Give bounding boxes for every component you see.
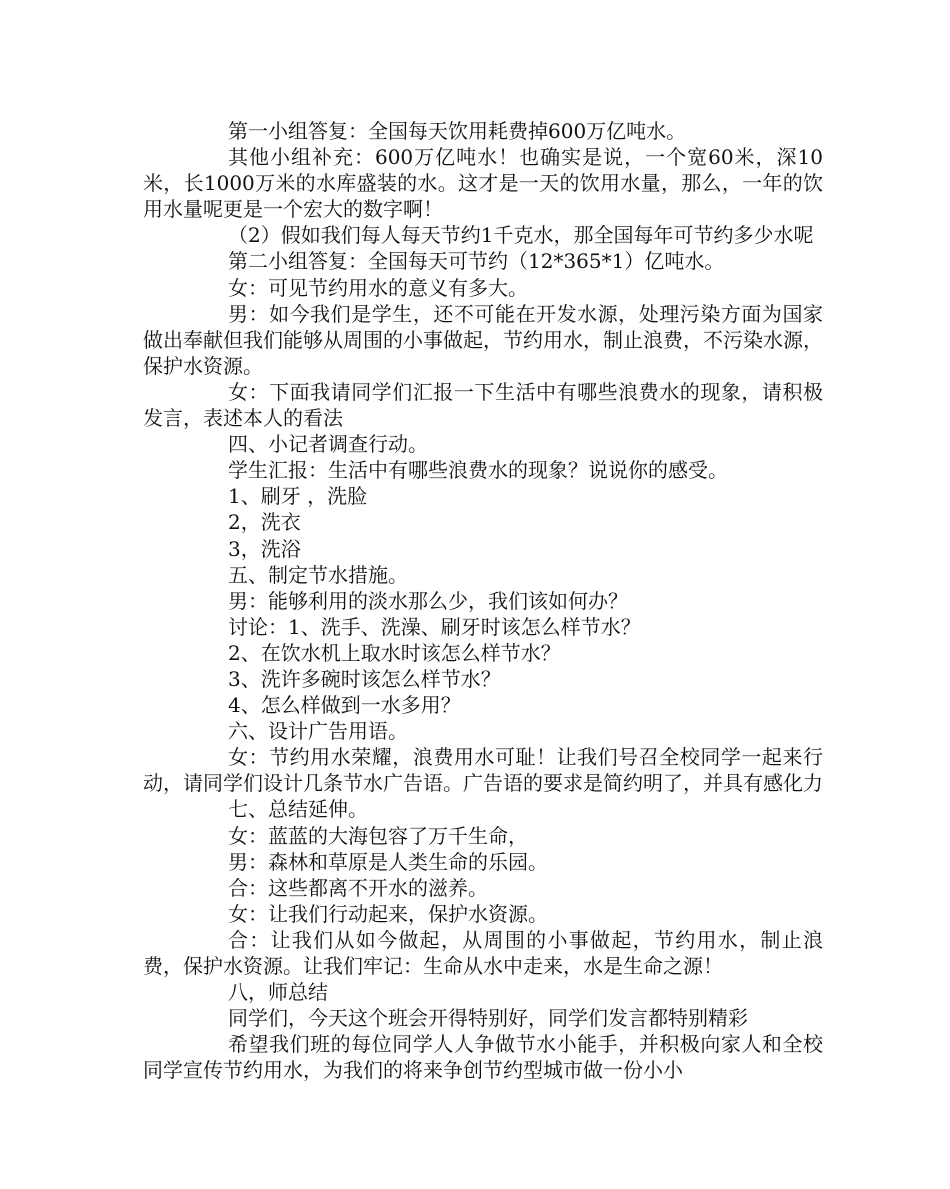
document-body — [143, 118, 823, 1083]
section-heading: 六、设计广告用语。 — [228, 719, 408, 744]
paragraph: 男：森林和草原是人类生命的乐园。 — [228, 849, 548, 874]
list-item: 1、刷牙 ，洗脸 — [228, 484, 368, 509]
list-item: 4、怎么样做到一水多用？ — [228, 693, 461, 718]
list-item: 3，洗浴 — [228, 536, 301, 561]
paragraph: 学生汇报：生活中有哪些浪费水的现象？说说你的感受。 — [228, 458, 728, 483]
paragraph: 女：让我们行动起来，保护水资源。 — [228, 901, 548, 926]
paragraph: 女：节约用水荣耀，浪费用水可耻！让我们号召全校同学一起来行动，请同学们设计几条节水广告语。广告语的要求是简约明了，并具有感化力 — [143, 745, 823, 796]
paragraph: 希望我们班的每位同学人人争做节水小能手，并积极向家人和全校同学宣传节约用水，为我们的将来争创节约型城市做一份小小 — [143, 1032, 823, 1083]
section-heading: 七、总结延伸。 — [228, 797, 368, 822]
paragraph: 女：蓝蓝的大海包容了万千生命， — [228, 823, 528, 848]
paragraph: 合：这些都离不开水的滋养。 — [228, 875, 488, 900]
paragraph: 第一小组答复：全国每天饮用耗费掉600万亿吨水。 — [228, 119, 687, 143]
paragraph: 男：能够利用的淡水那么少，我们该如何办？ — [228, 588, 628, 613]
paragraph: 合：让我们从如今做起，从周围的小事做起，节约用水，制止浪费，保护水资源。让我们牢记：生命从水中走来，水是生命之源！ — [143, 927, 823, 978]
list-item: 3、洗许多碗时该怎么样节水？ — [228, 666, 501, 691]
paragraph: 第二小组答复：全国每天可节约（12*365*1）亿吨水。 — [228, 249, 725, 274]
section-heading: 八，师总结 — [228, 980, 328, 1005]
list-item: 讨论：1、洗手、洗澡、刷牙时该怎么样节水？ — [228, 614, 641, 639]
paragraph: （2）假如我们每人每天节约1千克水，那全国每年可节约多少水呢 — [228, 223, 814, 248]
list-item: 2，洗衣 — [228, 510, 301, 535]
list-item: 2、在饮水机上取水时该怎么样节水？ — [228, 640, 561, 665]
paragraph: 女：可见节约用水的意义有多大。 — [228, 275, 528, 300]
paragraph: 女：下面我请同学们汇报一下生活中有哪些浪费水的现象，请积极发言，表述本人的看法 — [143, 379, 823, 431]
paragraph: 同学们，今天这个班会开得特别好，同学们发言都特别精彩 — [228, 1006, 748, 1031]
paragraph: 其他小组补充：600万亿吨水！也确实是说，一个宽60米，深10米，长1000万米的水库盛装的水。这才是一天的饮用水量，那么，一年的饮用水量呢更是一个宏大的数字啊！ — [143, 145, 823, 222]
paragraph: 男：如今我们是学生，还不可能在开发水源，处理污染方面为国家做出奉献但我们能够从周围的小事做起，节约用水，制止浪费，不污染水源，保护水资源。 — [143, 301, 823, 378]
section-heading: 四、小记者调查行动。 — [228, 432, 428, 457]
section-heading: 五、制定节水措施。 — [228, 562, 408, 587]
